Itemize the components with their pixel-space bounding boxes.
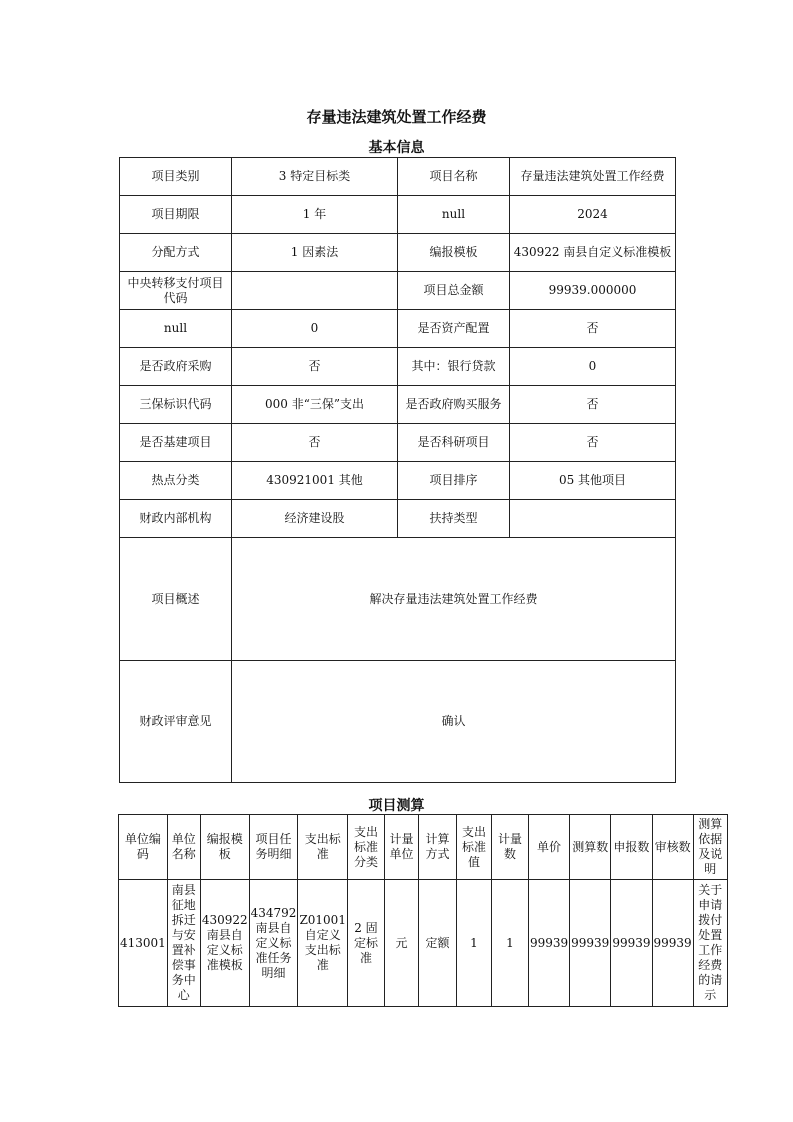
field-label: 项目名称 [398,158,510,196]
table-row [120,424,676,462]
document-title: 存量违法建筑处置工作经费 [306,108,487,126]
column-header: 编报模板 [200,815,249,880]
field-value: 0 [510,348,676,386]
field-value: 99939.000000 [510,272,676,310]
opinion-value: 确认 [232,661,676,783]
table-row [120,158,676,196]
field-label: 是否资产配置 [398,310,510,348]
table-row [120,310,676,348]
table-cell: 99939 [611,880,652,1007]
field-value: 430922 南县自定义标准模板 [510,234,676,272]
column-header: 支出标准 [298,815,348,880]
field-label: 项目总金额 [398,272,510,310]
table-row [120,272,676,310]
field-label: 扶持类型 [398,500,510,538]
field-label: 是否政府购买服务 [398,386,510,424]
table-cell: 99939 [528,880,569,1007]
table-cell: 定额 [418,880,456,1007]
column-header: 申报数 [611,815,652,880]
field-label: 中央转移支付项目代码 [120,272,232,310]
field-value: 否 [232,424,398,462]
field-value: 1 年 [232,196,398,234]
table-row [120,462,676,500]
field-value: 2024 [510,196,676,234]
field-value: 0 [232,310,398,348]
column-header: 单价 [528,815,569,880]
table-cell: 1 [491,880,528,1007]
field-label: 三保标识代码 [120,386,232,424]
field-value: 否 [510,424,676,462]
table-cell: 南县征地拆迁与安置补偿事务中心 [167,880,200,1007]
table-cell: 2 固定标准 [347,880,384,1007]
table-cell: 元 [384,880,418,1007]
calc-table [118,814,728,1007]
column-header: 单位编码 [119,815,168,880]
basic-info-section-title: 基本信息 [368,140,425,156]
field-label: 是否政府采购 [120,348,232,386]
column-header: 计算方式 [418,815,456,880]
overview-label: 项目概述 [120,538,232,661]
table-row [120,196,676,234]
basic-info-table [119,157,676,783]
field-value [510,500,676,538]
table-cell: 430922南县自定义标准模板 [200,880,249,1007]
field-value [232,272,398,310]
field-value: 1 因素法 [232,234,398,272]
field-label: 其中：银行贷款 [398,348,510,386]
column-header: 支出标准值 [456,815,491,880]
table-row [119,880,728,1007]
table-row [120,661,676,783]
field-label: 是否基建项目 [120,424,232,462]
field-value: 3 特定目标类 [232,158,398,196]
table-row [120,500,676,538]
column-header: 测算数 [570,815,611,880]
column-header: 审核数 [652,815,693,880]
table-cell: 关于申请拨付处置工作经费的请示 [693,880,727,1007]
table-row [120,538,676,661]
field-label: 项目期限 [120,196,232,234]
field-label: 项目类别 [120,158,232,196]
field-label: 编报模板 [398,234,510,272]
field-label: 财政内部机构 [120,500,232,538]
column-header: 测算依据及说明 [693,815,727,880]
table-row [120,234,676,272]
table-row [120,386,676,424]
field-value: 否 [510,386,676,424]
table-cell: 1 [456,880,491,1007]
field-label: 分配方式 [120,234,232,272]
table-row [120,348,676,386]
field-label: null [120,310,232,348]
column-header: 计量数 [491,815,528,880]
field-label: 项目排序 [398,462,510,500]
field-value: 05 其他项目 [510,462,676,500]
table-cell: 434792南县自定义标准任务明细 [249,880,298,1007]
column-header: 支出标准分类 [347,815,384,880]
field-value: 经济建设股 [232,500,398,538]
opinion-label: 财政评审意见 [120,661,232,783]
overview-value: 解决存量违法建筑处置工作经费 [232,538,676,661]
column-header: 单位名称 [167,815,200,880]
table-cell: 99939 [570,880,611,1007]
calc-section-title: 项目测算 [368,798,425,814]
field-label: null [398,196,510,234]
column-header: 项目任务明细 [249,815,298,880]
field-label: 热点分类 [120,462,232,500]
field-value: 存量违法建筑处置工作经费 [510,158,676,196]
field-value: 否 [510,310,676,348]
field-value: 430921001 其他 [232,462,398,500]
table-cell: 413001 [119,880,168,1007]
table-cell: 99939 [652,880,693,1007]
field-value: 否 [232,348,398,386]
table-cell: Z01001自定义支出标准 [298,880,348,1007]
table-header-row [119,815,728,880]
column-header: 计量单位 [384,815,418,880]
field-label: 是否科研项目 [398,424,510,462]
field-value: 000 非“三保”支出 [232,386,398,424]
